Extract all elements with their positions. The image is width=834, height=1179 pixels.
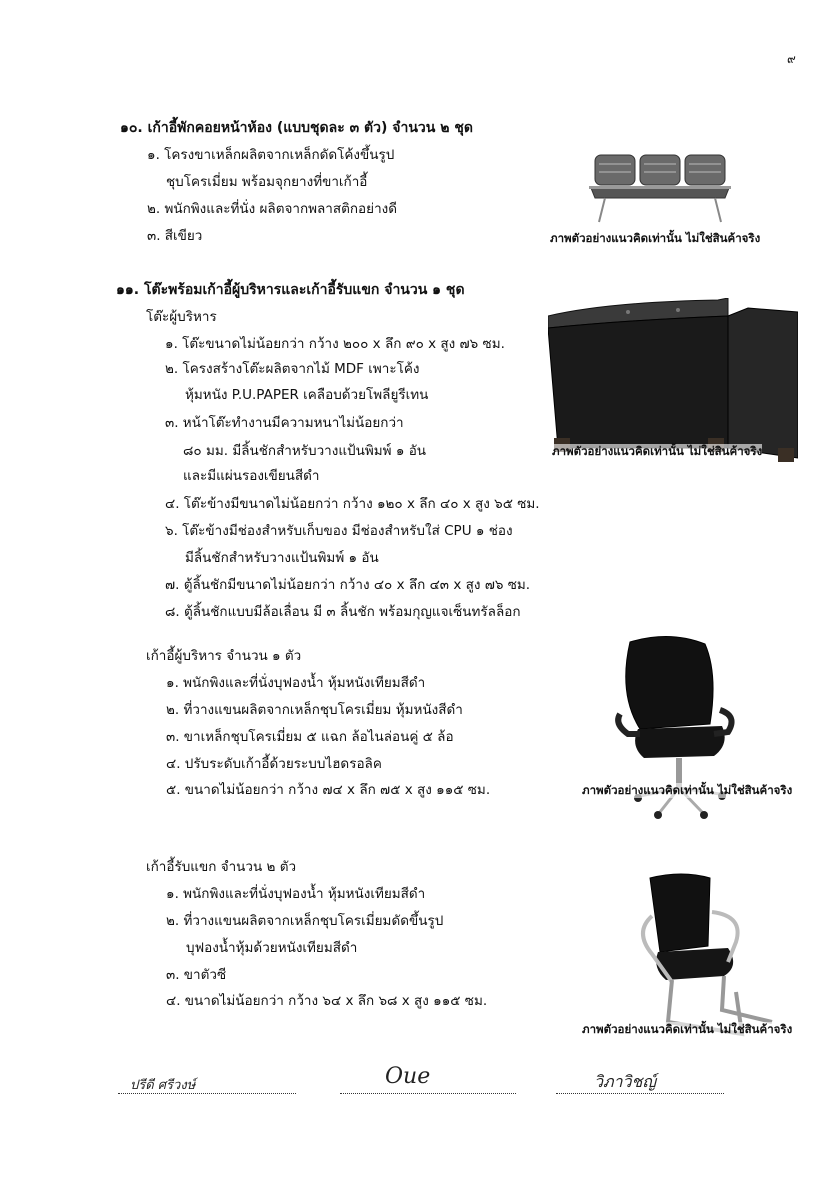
guest-chair-picture xyxy=(632,872,782,1042)
guest-chair-item-2: ๒. ที่วางแขนผลิตจากเหล็กชุบโครเมี่ยมดัดขึ้นรูป xyxy=(166,913,444,929)
desk-item-4: ๔. โต๊ะข้างมีขนาดไม่น้อยกว่า กว้าง ๑๒๐ x ลึก ๔๐ x สูง ๖๕ ซม. xyxy=(165,496,540,512)
signature-line-2 xyxy=(340,1093,516,1094)
guest-chair-item-2-cont: บุฟองน้ำหุ้มด้วยหนังเทียมสีดำ xyxy=(186,940,358,956)
exec-chair-caption: ภาพตัวอย่างแนวคิดเท่านั้น ไม่ใช่สินค้าจริง xyxy=(582,783,793,797)
section10-caption: ภาพตัวอย่างแนวคิดเท่านั้น ไม่ใช่สินค้าจริง xyxy=(550,231,761,245)
signature-1: ปรีดี ศรีวงษ์ xyxy=(130,1078,196,1093)
section10-item-1-cont: ชุบโครเมี่ยม พร้อมจุกยางที่ขาเก้าอี้ xyxy=(166,174,368,190)
desk-item-3: ๓. หน้าโต๊ะทำงานมีความหนาไม่น้อยกว่า xyxy=(165,415,404,431)
desk-caption: ภาพตัวอย่างแนวคิดเท่านั้น ไม่ใช่สินค้าจริง xyxy=(552,444,763,458)
guest-chair-caption: ภาพตัวอย่างแนวคิดเท่านั้น ไม่ใช่สินค้าจริง xyxy=(582,1022,793,1036)
signature-line-1 xyxy=(118,1093,296,1094)
desk-item-2-cont: หุ้มหนัง P.U.PAPER เคลือบด้วยโพลียูรีเทน xyxy=(185,387,429,403)
signature-2: Oue xyxy=(385,1064,431,1089)
desk-item-6: ๖. โต๊ะข้างมีช่องสำหรับเก็บของ มีช่องสำหรับใส่ CPU ๑ ช่อง xyxy=(165,523,513,539)
exec-chair-item-2: ๒. ที่วางแขนผลิตจากเหล็กชุบโครเมี่ยม หุ้มหนังสีดำ xyxy=(166,702,463,718)
exec-chair-item-5: ๕. ขนาดไม่น้อยกว่า กว้าง ๗๔ x ลึก ๗๕ x สูง ๑๑๕ ซม. xyxy=(166,782,491,798)
guest-chair-item-1: ๑. พนักพิงและที่นั่งบุฟองน้ำ หุ้มหนังเทียมสีดำ xyxy=(166,886,426,902)
desk-item-8: ๘. ตู้ลิ้นชักแบบมีล้อเลื่อน มี ๓ ลิ้นชัก พร้อมกุญแจเซ็นทรัลล็อก xyxy=(165,604,521,620)
desk-item-1: ๑. โต๊ะขนาดไม่น้อยกว่า กว้าง ๒๐๐ x ลึก ๙๐ x สูง ๗๖ ซม. xyxy=(165,336,505,352)
page-number: ๙ xyxy=(787,52,796,66)
desk-item-3-cont2: และมีแผ่นรองเขียนสีดำ xyxy=(183,468,320,484)
section10-item-3: ๓. สีเขียว xyxy=(147,228,203,244)
exec-chair-title: เก้าอี้ผู้บริหาร จำนวน ๑ ตัว xyxy=(146,648,302,664)
section10-item-1: ๑. โครงขาเหล็กผลิตจากเหล็กดัดโค้งขึ้นรูป xyxy=(147,147,395,163)
exec-chair-item-4: ๔. ปรับระดับเก้าอี้ด้วยระบบไฮดรอลิค xyxy=(166,756,382,772)
desk-item-7: ๗. ตู้ลิ้นชักมีขนาดไม่น้อยกว่า กว้าง ๔๐ x ลึก ๔๓ x สูง ๗๖ ซม. xyxy=(165,577,531,593)
desk-item-3-cont: ๘๐ มม. มีลิ้นชักสำหรับวางแป้นพิมพ์ ๑ อัน xyxy=(183,443,427,459)
guest-chair-title: เก้าอี้รับแขก จำนวน ๒ ตัว xyxy=(146,859,297,875)
guest-chair-item-3: ๓. ขาตัวซี xyxy=(166,967,227,983)
signature-3: วิภาวิชญ์ xyxy=(594,1072,656,1091)
waiting-bench-picture xyxy=(585,150,735,230)
section11-heading: ๑๑. โต๊ะพร้อมเก้าอี้ผู้บริหารและเก้าอี้รับแขก จำนวน ๑ ชุด xyxy=(116,282,465,298)
desk-item-2: ๒. โครงสร้างโต๊ะผลิตจากไม้ MDF เพาะโค้ง xyxy=(165,361,420,377)
section10-item-2: ๒. พนักพิงและที่นั่ง ผลิตจากพลาสติกอย่างดี xyxy=(147,201,398,217)
exec-chair-item-1: ๑. พนักพิงและที่นั่งบุฟองน้ำ หุ้มหนังเทียมสีดำ xyxy=(166,675,426,691)
section10-heading: ๑๐. เก้าอี้พักคอยหน้าห้อง (แบบชุดละ ๓ ตัว) จำนวน ๒ ชุด xyxy=(120,120,473,136)
desk-title: โต๊ะผู้บริหาร xyxy=(146,309,217,325)
signature-line-3 xyxy=(556,1093,724,1094)
guest-chair-item-4: ๔. ขนาดไม่น้อยกว่า กว้าง ๖๔ x ลึก ๖๘ x สูง ๑๑๕ ซม. xyxy=(166,993,488,1009)
exec-chair-item-3: ๓. ขาเหล็กชุบโครเมี่ยม ๕ แฉก ล้อไนล่อนคู่ ๕ ล้อ xyxy=(166,729,454,745)
desk-item-6-cont: มีลิ้นชักสำหรับวางแป้นพิมพ์ ๑ อัน xyxy=(185,550,379,566)
